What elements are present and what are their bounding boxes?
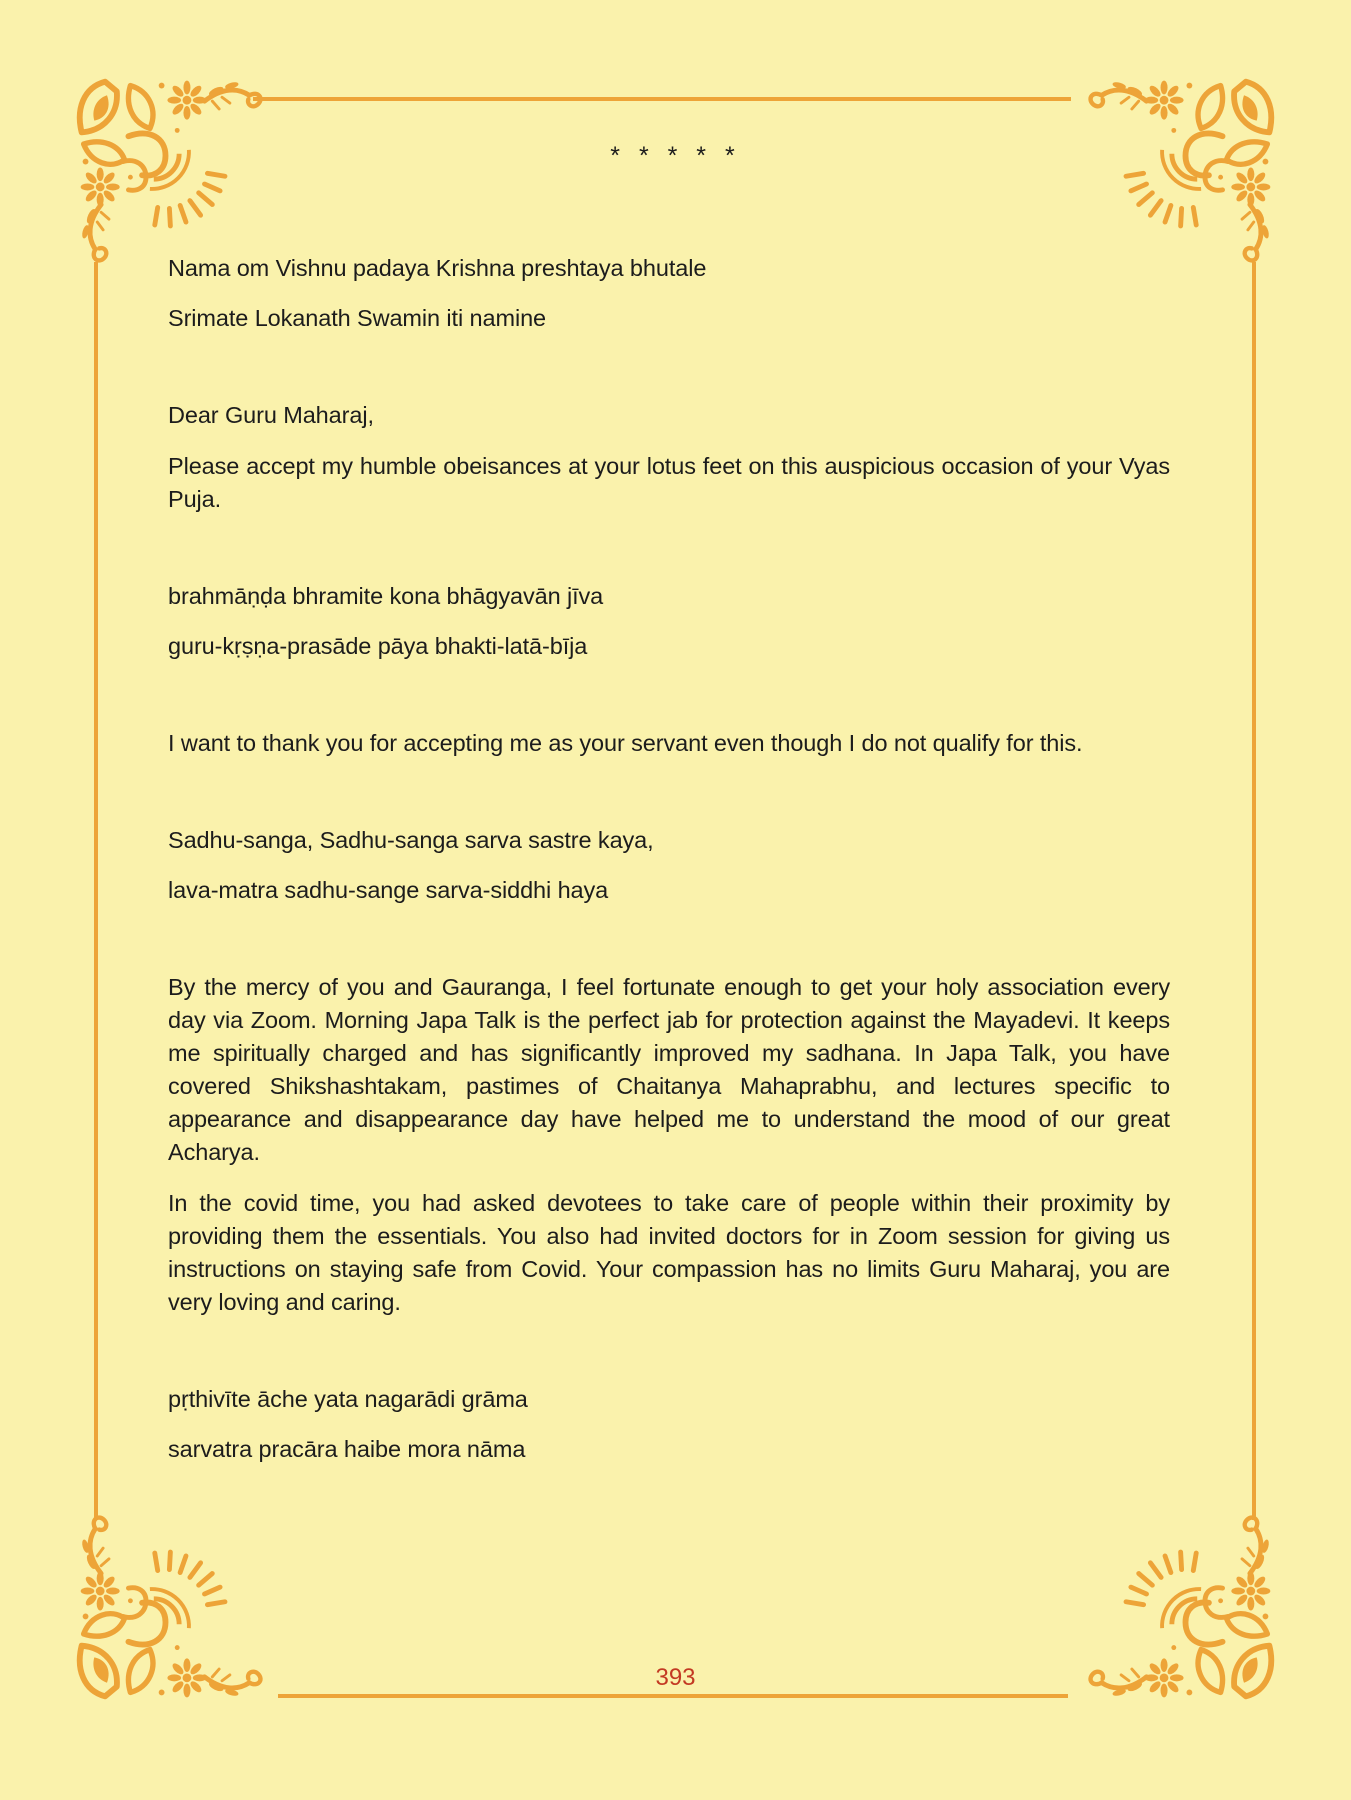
verse3-line-1: pṛthivīte āche yata nagarādi grāma xyxy=(168,1386,528,1412)
paragraph-obeisances: Please accept my humble obeisances at your lotus feet on this auspicious occasion of your Vyas Puja. xyxy=(168,453,1170,512)
border-line-bottom xyxy=(278,1694,1068,1698)
border-line-right xyxy=(1252,262,1256,1520)
paragraph-mercy: By the mercy of you and Gauranga, I feel fortunate enough to get your holy association every day via Zoom. Morning Japa Talk is the perfect jab for protection against the Mayadevi. It keeps me spiritually charged and has significantly improved my sadhana. In Japa Talk, you have covered Shikshashtakam, pastimes of Chaitanya Mahaprabhu, and lectures specific to appearance and disappearance day have helped me to understand the mood of our great Acharya. xyxy=(168,974,1170,1165)
salutation: Dear Guru Maharaj, xyxy=(168,402,374,428)
page-number: 393 xyxy=(655,1664,696,1691)
letter-body xyxy=(168,252,1170,1466)
invocation-line-2: Srimate Lokanath Swamin iti namine xyxy=(168,305,547,331)
verse1-line-1: brahmāṇḍa bhramite kona bhāgyavān jīva xyxy=(168,583,604,609)
border-line-top xyxy=(253,97,1071,101)
border-line-left xyxy=(94,262,98,1520)
verse1-line-2: guru-kṛṣṇa-prasāde pāya bhakti-latā-bīja xyxy=(168,633,588,659)
verse2-line-2: lava-matra sadhu-sange sarva-siddhi haya xyxy=(168,877,609,903)
paragraph-covid: In the covid time, you had asked devotees to take care of people within their proximity by providing them the essentials. You also had invited doctors for in Zoom session for giving us instructions on staying safe from Covid. Your compassion has no limits Guru Maharaj, you are very loving and caring. xyxy=(168,1190,1170,1315)
paragraph-thanks: I want to thank you for accepting me as your servant even though I do not qualify for this. xyxy=(168,730,1083,756)
verse2-line-1: Sadhu-sanga, Sadhu-sanga sarva sastre kaya, xyxy=(168,827,654,853)
verse3-line-2: sarvatra pracāra haibe mora nāma xyxy=(168,1436,526,1462)
invocation-line-1: Nama om Vishnu padaya Krishna preshtaya bhutale xyxy=(168,255,707,281)
section-separator-asterisks: * * * * * xyxy=(610,142,741,170)
